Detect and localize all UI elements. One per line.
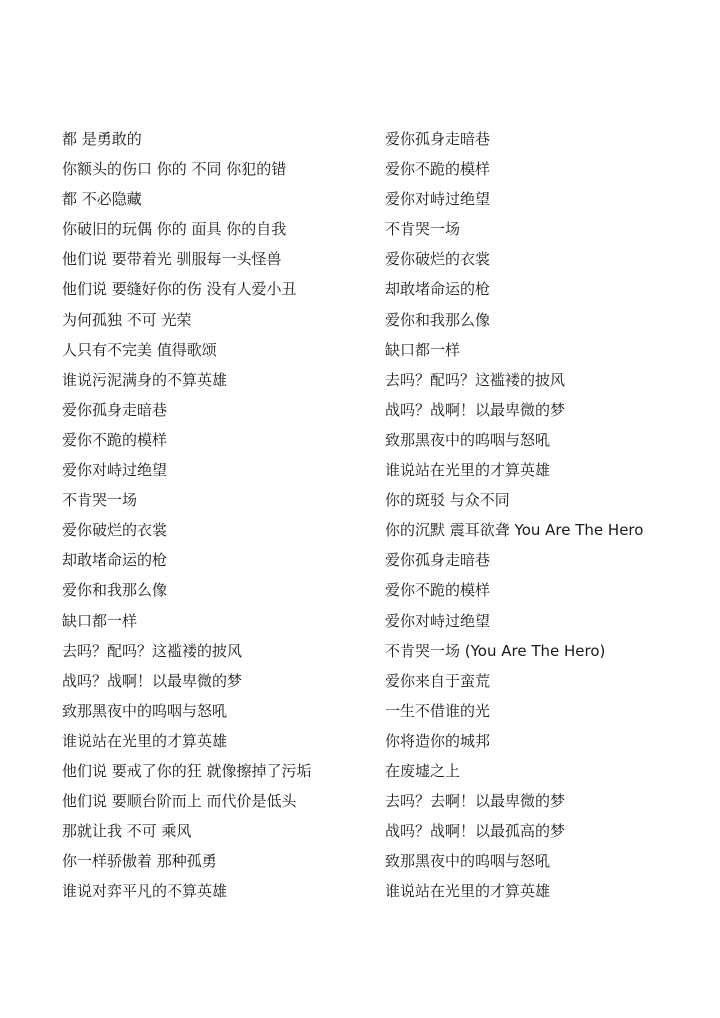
lyric-line: 爱你和我那么像 [385, 310, 491, 329]
lyric-line: 他们说 要带着光 驯服每一头怪兽 [62, 250, 282, 269]
lyric-line: 战吗？战啊！以最卑微的梦 [385, 400, 566, 419]
lyric-line: 爱你和我那么像 [62, 581, 168, 600]
lyric-line: 爱你破烂的衣裳 [62, 521, 168, 540]
lyric-line: 去吗？去啊！以最卑微的梦 [385, 792, 566, 811]
lyric-line: 爱你不跪的模样 [385, 160, 491, 179]
lyric-line: 他们说 要戒了你的狂 就像擦掉了污垢 [62, 761, 312, 780]
lyric-line: 不肯哭一场 [385, 220, 461, 239]
lyric-line: 你额头的伤口 你的 不同 你犯的错 [62, 160, 287, 179]
lyric-line: 爱你对峙过绝望 [62, 461, 168, 480]
lyric-line: 不肯哭一场 (You Are The Hero) [385, 641, 606, 660]
lyric-line: 去吗？配吗？这褴褛的披风 [62, 641, 243, 660]
lyric-line: 爱你破烂的衣裳 [385, 250, 491, 269]
lyric-line: 战吗？战啊！以最孤高的梦 [385, 822, 566, 841]
lyric-line: 他们说 要缝好你的伤 没有人爱小丑 [62, 280, 297, 299]
lyric-line: 缺口都一样 [62, 611, 138, 630]
lyric-line: 都 不必隐藏 [62, 190, 142, 209]
lyric-line: 你一样骄傲着 那种孤勇 [62, 852, 217, 871]
lyric-line: 谁说站在光里的才算英雄 [385, 461, 551, 480]
lyric-line: 却敢堵命运的枪 [385, 280, 491, 299]
lyric-line: 在废墟之上 [385, 761, 461, 780]
lyric-line: 爱你不跪的模样 [385, 581, 491, 600]
lyric-line: 你破旧的玩偶 你的 面具 你的自我 [62, 220, 287, 239]
lyric-line: 都 是勇敢的 [62, 130, 142, 148]
lyric-line: 谁说站在光里的才算英雄 [62, 731, 228, 750]
lyric-line: 你将造你的城邦 [385, 731, 491, 750]
lyric-line: 爱你对峙过绝望 [385, 190, 491, 209]
lyric-line: 爱你孤身走暗巷 [62, 400, 168, 419]
lyric-line: 爱你不跪的模样 [62, 430, 168, 449]
lyric-line: 爱你孤身走暗巷 [385, 130, 491, 148]
lyric-line: 一生不借谁的光 [385, 701, 491, 720]
lyric-line: 去吗？配吗？这褴褛的披风 [385, 370, 566, 389]
lyric-line: 你的沉默 震耳欲聋 You Are The Hero [385, 521, 644, 540]
lyric-line: 为何孤独 不可 光荣 [62, 310, 192, 329]
lyric-line: 你的斑驳 与众不同 [385, 491, 510, 510]
lyric-line: 那就让我 不可 乘风 [62, 822, 192, 841]
lyric-line: 谁说污泥满身的不算英雄 [62, 370, 228, 389]
lyric-line: 却敢堵命运的枪 [62, 551, 168, 570]
lyric-line: 致那黑夜中的呜咽与怒吼 [62, 701, 228, 720]
lyric-line: 人只有不完美 值得歌颂 [62, 340, 217, 359]
lyric-line: 谁说对弈平凡的不算英雄 [62, 882, 228, 901]
lyric-line: 战吗？战啊！以最卑微的梦 [62, 671, 243, 690]
lyric-line: 致那黑夜中的呜咽与怒吼 [385, 852, 551, 871]
lyrics-column-right [385, 124, 705, 906]
lyric-line: 爱你来自于蛮荒 [385, 671, 491, 690]
lyric-line: 他们说 要顺台阶而上 而代价是低头 [62, 792, 297, 811]
lyric-line: 谁说站在光里的才算英雄 [385, 882, 551, 901]
lyric-line: 致那黑夜中的呜咽与怒吼 [385, 430, 551, 449]
lyric-line: 不肯哭一场 [62, 491, 138, 510]
lyrics-column-left [62, 124, 372, 906]
lyric-line: 爱你对峙过绝望 [385, 611, 491, 630]
lyric-line: 缺口都一样 [385, 340, 461, 359]
lyric-line: 爱你孤身走暗巷 [385, 551, 491, 570]
